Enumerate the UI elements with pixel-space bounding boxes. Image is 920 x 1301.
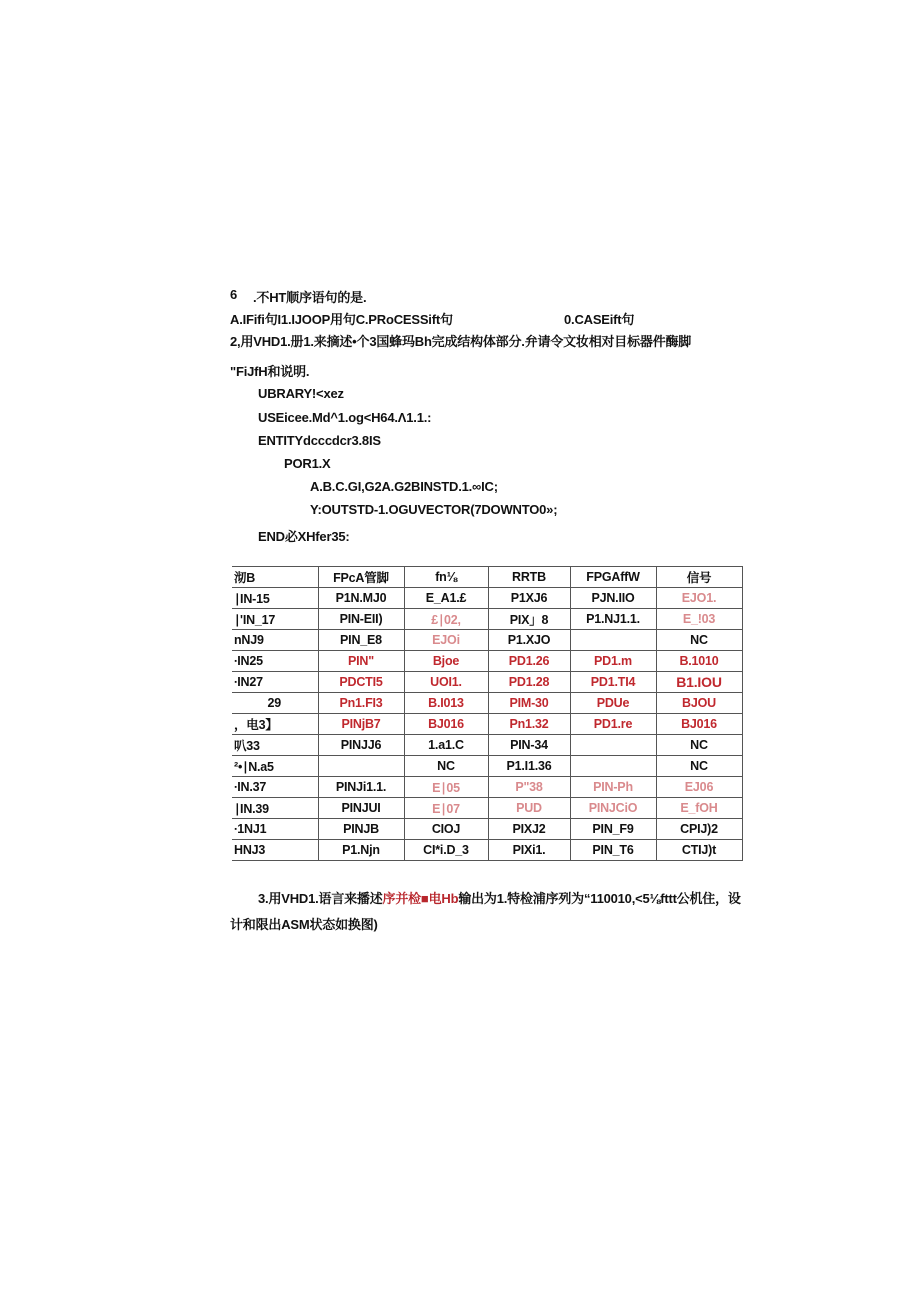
table-cell: PINJi1.1. (318, 777, 404, 798)
table-row (232, 840, 742, 861)
table-cell: HNJ3 (232, 840, 318, 861)
table-cell (570, 630, 656, 651)
table-cell: PIN" (318, 651, 404, 672)
table-cell (570, 735, 656, 756)
table-cell: Pn1.32 (488, 714, 570, 735)
table-row (232, 735, 742, 756)
table-cell: ∙IN27 (232, 672, 318, 693)
table-cell: PUD (488, 798, 570, 819)
table-cell: E∣05 (404, 777, 488, 798)
table-cell (318, 756, 404, 777)
table-cell: BJOU (656, 693, 742, 714)
code-line-use: USEicee.Md^1.og<H64.Λ1.1.: (258, 410, 432, 425)
question-3-line-2: 计和限出ASM状态如换图) (230, 917, 378, 932)
table-row (232, 609, 742, 630)
code-line-entity: ENTITYdcccdcr3.8IS (258, 433, 381, 448)
question-6-stem: .不HT顺序语句的是. (253, 290, 367, 305)
question-2-line-1: 2,用VHD1.册1.来摘述•个3国蜂玛Bh完成结构体部分.弁请令文妆相对目标器件酶脚 (230, 334, 692, 349)
table-cell: E_A1.£ (404, 588, 488, 609)
table-cell: NC (656, 756, 742, 777)
table-cell: EJOi (404, 630, 488, 651)
question-6-options: A.IFifi句I1.IJOOP用句C.PRoCESSift句 (230, 312, 453, 327)
table-cell: PINJUI (318, 798, 404, 819)
table-cell: BJ016 (656, 714, 742, 735)
table-cell: ∙IN.37 (232, 777, 318, 798)
table-cell: PDCTI5 (318, 672, 404, 693)
table-cell: ∣IN-15 (232, 588, 318, 609)
table-row (232, 777, 742, 798)
table-cell: E∣07 (404, 798, 488, 819)
table-cell: PIM-30 (488, 693, 570, 714)
code-line-library: UBRARY!<xez (258, 386, 344, 401)
table-cell: PINJJ6 (318, 735, 404, 756)
table-cell: PIN_F9 (570, 819, 656, 840)
header-cell: RRTB (488, 567, 570, 588)
table-cell: CPIJ)2 (656, 819, 742, 840)
header-cell: FPGAffW (570, 567, 656, 588)
table-cell: ∙1NJ1 (232, 819, 318, 840)
table-cell: PIXJ2 (488, 819, 570, 840)
table-row (232, 819, 742, 840)
table-cell: CI*i.D_3 (404, 840, 488, 861)
table-cell: PD1.TI4 (570, 672, 656, 693)
table-cell (570, 756, 656, 777)
table-cell: PIN-Ph (570, 777, 656, 798)
table-cell: NC (656, 735, 742, 756)
header-cell: FPcA管脚 (318, 567, 404, 588)
table-row (232, 672, 742, 693)
table-row (232, 756, 742, 777)
table-cell: PINJB (318, 819, 404, 840)
table-cell: ∣IN.39 (232, 798, 318, 819)
question-6-option-d: 0.CASEift句 (564, 312, 635, 327)
table-cell: EJO1. (656, 588, 742, 609)
table-cell: PD1.28 (488, 672, 570, 693)
table-cell: PDUe (570, 693, 656, 714)
table-cell: nNJ9 (232, 630, 318, 651)
table-cell: ∙IN25 (232, 651, 318, 672)
table-cell: PIN-EII) (318, 609, 404, 630)
table-cell: PINJCiO (570, 798, 656, 819)
table-cell: BJ016 (404, 714, 488, 735)
header-cell: 沏B (232, 567, 318, 588)
table-cell: CTIJ)t (656, 840, 742, 861)
question-6-number: 6 (230, 287, 238, 302)
table-cell: PD1.re (570, 714, 656, 735)
table-cell: E_!03 (656, 609, 742, 630)
table-cell: PIN_T6 (570, 840, 656, 861)
table-row (232, 693, 742, 714)
table-cell: NC (404, 756, 488, 777)
table-row (232, 630, 742, 651)
table-cell: UOI1. (404, 672, 488, 693)
pin-assignment-table (232, 566, 743, 861)
code-line-end: END必XHfer35: (258, 529, 350, 544)
table-cell: 叭33 (232, 735, 318, 756)
table-cell: B.I013 (404, 693, 488, 714)
table-cell: PIX」8 (488, 609, 570, 630)
question-3-highlight: 序并检■电Hb (382, 891, 459, 906)
table-row (232, 588, 742, 609)
header-cell: fn⅛ (404, 567, 488, 588)
table-cell: P1XJ6 (488, 588, 570, 609)
question-3-prefix: 3.用VHD1.语言来播述 (258, 891, 383, 906)
table-cell: P1.XJO (488, 630, 570, 651)
table-cell: 1.a1.C (404, 735, 488, 756)
code-line-inputs: A.B.C.GI,G2A.G2BINSTD.1.∞IC; (310, 479, 498, 494)
table-cell: PIXi1. (488, 840, 570, 861)
table-row (232, 798, 742, 819)
table-cell: ∣'IN_17 (232, 609, 318, 630)
table-row (232, 651, 742, 672)
table-cell: P1.Njn (318, 840, 404, 861)
table-cell: B.1010 (656, 651, 742, 672)
table-cell: PIN-34 (488, 735, 570, 756)
table-cell: B1.IOU (656, 672, 742, 693)
table-header-row (232, 567, 742, 588)
table-cell: P"38 (488, 777, 570, 798)
table-cell: £∣02, (404, 609, 488, 630)
table-cell: P1.NJ1.1. (570, 609, 656, 630)
code-line-outputs: Y:OUTSTD-1.OGUVECTOR(7DOWNTO0»; (310, 502, 558, 517)
code-line-port: POR1.X (284, 456, 331, 471)
table-cell: PD1.26 (488, 651, 570, 672)
question-2-line-2: "FiJfH和说明. (230, 364, 310, 379)
table-cell: P1N.MJ0 (318, 588, 404, 609)
table-row (232, 714, 742, 735)
table-cell: ²•∣N.a5 (232, 756, 318, 777)
table-cell: Pn1.FI3 (318, 693, 404, 714)
table-cell: PINjB7 (318, 714, 404, 735)
table-cell: P1.I1.36 (488, 756, 570, 777)
table-cell: PD1.m (570, 651, 656, 672)
question-3-line-1 (258, 888, 741, 907)
table-cell: ，电3】 (232, 714, 318, 735)
table-cell: 29 (232, 693, 318, 714)
header-cell: 信号 (656, 567, 742, 588)
table-cell: E_fOH (656, 798, 742, 819)
table-cell: EJ06 (656, 777, 742, 798)
table-cell: Bjoe (404, 651, 488, 672)
table-cell: PJN.IIO (570, 588, 656, 609)
table-cell: NC (656, 630, 742, 651)
table-cell: CIOJ (404, 819, 488, 840)
question-3-suffix: 输出为1.特检浦序列为“110010,<5⅛fttt公机住，设 (458, 891, 741, 906)
table-cell: PIN_E8 (318, 630, 404, 651)
